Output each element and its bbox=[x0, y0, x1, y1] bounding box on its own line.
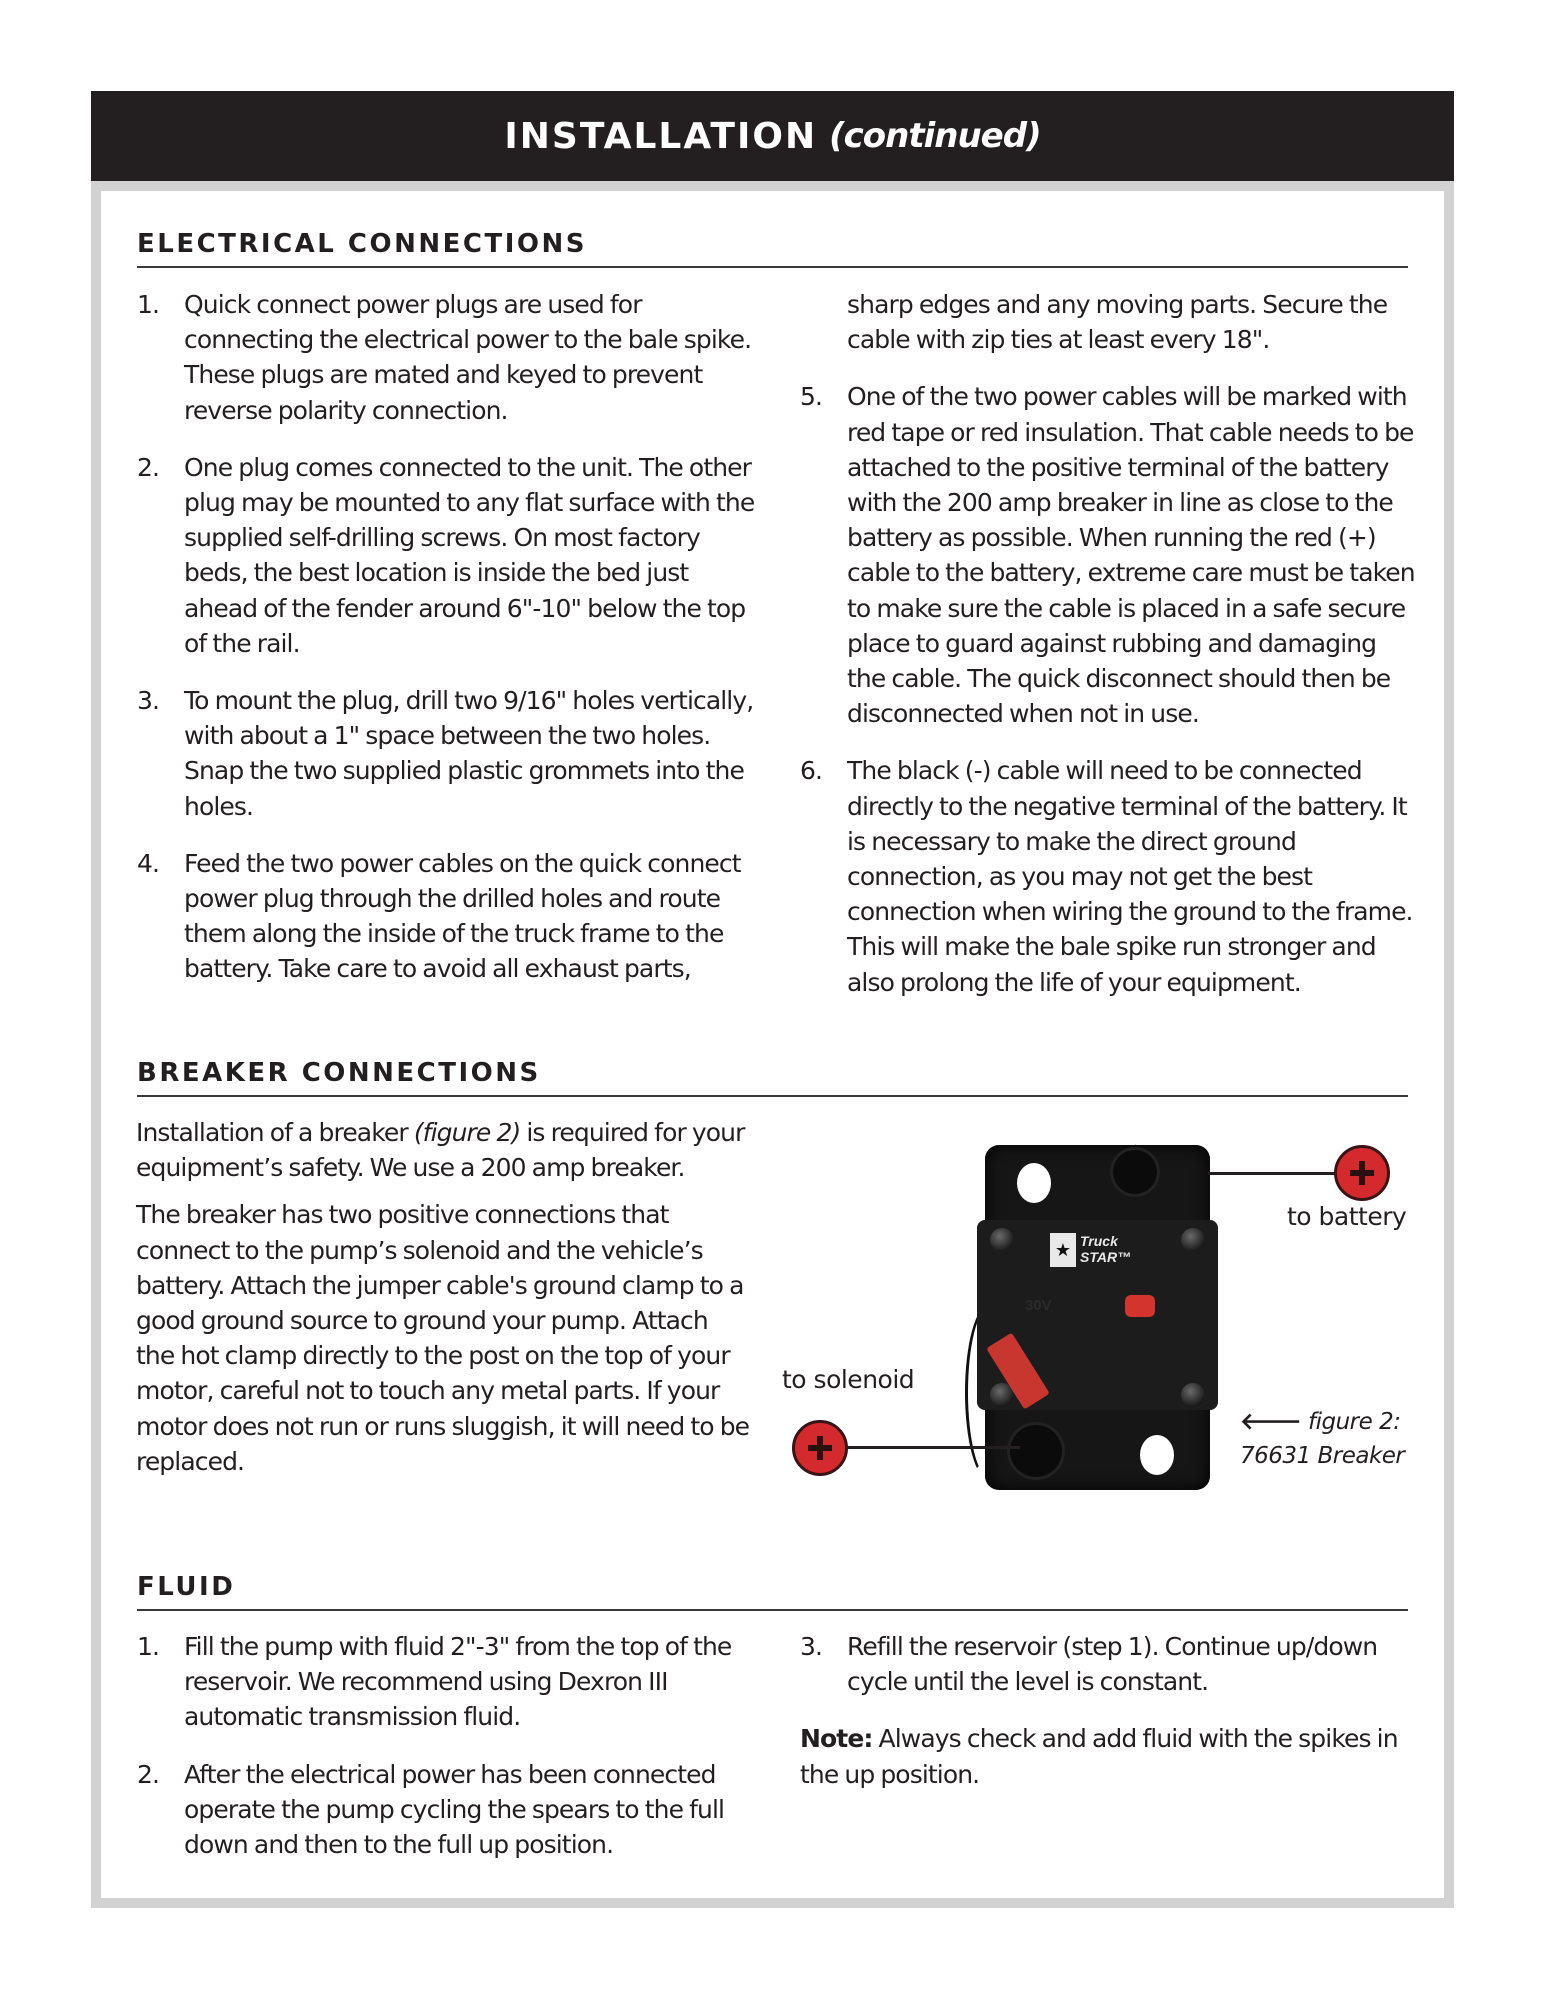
text: Installation of a breaker bbox=[136, 1118, 414, 1147]
item-number: 3. bbox=[800, 1632, 823, 1661]
header-title: INSTALLATION bbox=[504, 115, 818, 157]
list-item bbox=[137, 1757, 757, 1863]
truckstar-logo bbox=[1050, 1233, 1140, 1269]
page-header bbox=[91, 91, 1454, 181]
plus-terminal-icon bbox=[1334, 1145, 1390, 1201]
list-item bbox=[137, 287, 757, 428]
electrical-right-column bbox=[800, 287, 1420, 1000]
item-text: One of the two power cables will be marked with red tape or red insulation. That cable needs to be attached to the positive terminal of the battery with the 200 amp breaker in line as close to the battery as possible. When running the red (+) cable to the battery, extreme care must be taken to make sure the cable is placed in a safe secure place to guard against rubbing and damaging the cable. The quick disconnect should then be disconnected when not in use. bbox=[847, 382, 1415, 729]
caption-line-2: 76631 Breaker bbox=[1240, 1443, 1405, 1469]
text: is required for your equipment’s safety. We use a 200 amp breaker. bbox=[136, 1118, 745, 1183]
fluid-right-column bbox=[800, 1629, 1420, 1792]
item-text: One plug comes connected to the unit. The other plug may be mounted to any flat surface with the supplied self-drilling screws. On most factory beds, the best location is inside the bed just ahead of the fender around 6"-10" below the top of the rail. bbox=[184, 452, 755, 658]
header-subtitle: (continued) bbox=[829, 116, 1041, 156]
fluid-left-column bbox=[137, 1629, 757, 1862]
list-item bbox=[800, 1629, 1420, 1699]
item-number: 3. bbox=[137, 686, 160, 716]
breaker-image bbox=[985, 1145, 1210, 1490]
section-heading-electrical: ELECTRICAL CONNECTIONS bbox=[137, 228, 1408, 268]
bolt bbox=[1181, 1383, 1205, 1407]
brand-text: Truck STAR™ bbox=[1080, 1233, 1132, 1265]
reset-button-red bbox=[1125, 1295, 1155, 1317]
list-item bbox=[137, 683, 757, 824]
list-item bbox=[137, 450, 757, 661]
caption-line-1: figure 2: bbox=[1308, 1409, 1401, 1435]
item-number: 4. bbox=[137, 848, 160, 878]
solenoid-leader-line bbox=[840, 1446, 1020, 1449]
list-item bbox=[800, 379, 1420, 731]
arrow-left-icon: 🡐 bbox=[1240, 1409, 1302, 1435]
label-to-battery: to battery bbox=[1287, 1202, 1407, 1231]
list-item bbox=[137, 1629, 757, 1735]
item-number: 1. bbox=[137, 290, 160, 319]
solenoid-terminal-post bbox=[1010, 1425, 1062, 1477]
bolt bbox=[1181, 1228, 1205, 1252]
note-label: Note: bbox=[800, 1724, 873, 1754]
item-text: Feed the two power cables on the quick connect power plug through the drilled holes and route them along the inside of the truck frame to the battery. Take care to avoid all exhaust parts, bbox=[184, 848, 741, 984]
note-text: Always check and add fluid with the spikes in the up position. bbox=[800, 1724, 1398, 1789]
list-item-continuation: sharp edges and any moving parts. Secure the cable with zip ties at least every 18". bbox=[847, 290, 1388, 355]
section-heading-fluid: FLUID bbox=[137, 1571, 1408, 1611]
item-text: Fill the pump with fluid 2"-3" from the top of the reservoir. We recommend using Dexron III automatic transmission fluid. bbox=[184, 1632, 732, 1732]
breaker-paragraph-2: The breaker has two positive connections that connect to the pump’s solenoid and the vehicle’s battery. Attach the jumper cable's ground clamp to a good ground source to ground your pump. Attach the hot clamp directly to the post on the top of your motor, careful not to touch any metal parts. If your motor does not run or runs sluggish, it will need to be replaced. bbox=[136, 1200, 750, 1476]
breaker-text-column bbox=[136, 1115, 751, 1491]
item-number: 2. bbox=[137, 1759, 160, 1789]
fluid-note bbox=[800, 1721, 1420, 1791]
breaker-paragraph-1 bbox=[136, 1115, 751, 1185]
item-text: The black (-) cable will need to be connected directly to the negative terminal of the battery. It is necessary to make the direct ground connection, as you may not get the best connection when wiring the ground to the frame. This will make the bale spike run stronger and also prolong the life of your equipment. bbox=[847, 756, 1413, 997]
figure-reference: (figure 2) bbox=[413, 1118, 521, 1147]
item-text: Refill the reservoir (step 1). Continue up/down cycle until the level is constant. bbox=[847, 1632, 1378, 1697]
item-number: 5. bbox=[800, 382, 823, 412]
plus-terminal-icon bbox=[792, 1420, 848, 1476]
item-text: To mount the plug, drill two 9/16" holes vertically, with about a 1" space between the two holes. Snap the two supplied plastic grommets into the holes. bbox=[184, 686, 754, 821]
item-number: 1. bbox=[137, 1632, 160, 1661]
voltage-rating: 30V bbox=[1025, 1297, 1052, 1314]
item-text: Quick connect power plugs are used for connecting the electrical power to the bale spike. These plugs are mated and keyed to prevent reverse polarity connection. bbox=[184, 290, 752, 425]
electrical-left-column bbox=[137, 287, 757, 987]
list-item bbox=[800, 753, 1420, 999]
section-heading-breaker: BREAKER CONNECTIONS bbox=[137, 1057, 1408, 1097]
mount-hole bbox=[1017, 1163, 1051, 1203]
figure-caption bbox=[1240, 1405, 1404, 1473]
star-icon: ★ bbox=[1050, 1233, 1076, 1267]
bolt bbox=[990, 1228, 1014, 1252]
item-number: 6. bbox=[800, 756, 823, 786]
label-to-solenoid: to solenoid bbox=[782, 1365, 915, 1394]
item-text: After the electrical power has been connected operate the pump cycling the spears to the full down and then to the full up position. bbox=[184, 1759, 725, 1860]
mount-hole bbox=[1140, 1435, 1174, 1475]
list-item bbox=[137, 846, 757, 987]
item-number: 2. bbox=[137, 452, 160, 482]
battery-terminal-post bbox=[1113, 1150, 1157, 1194]
